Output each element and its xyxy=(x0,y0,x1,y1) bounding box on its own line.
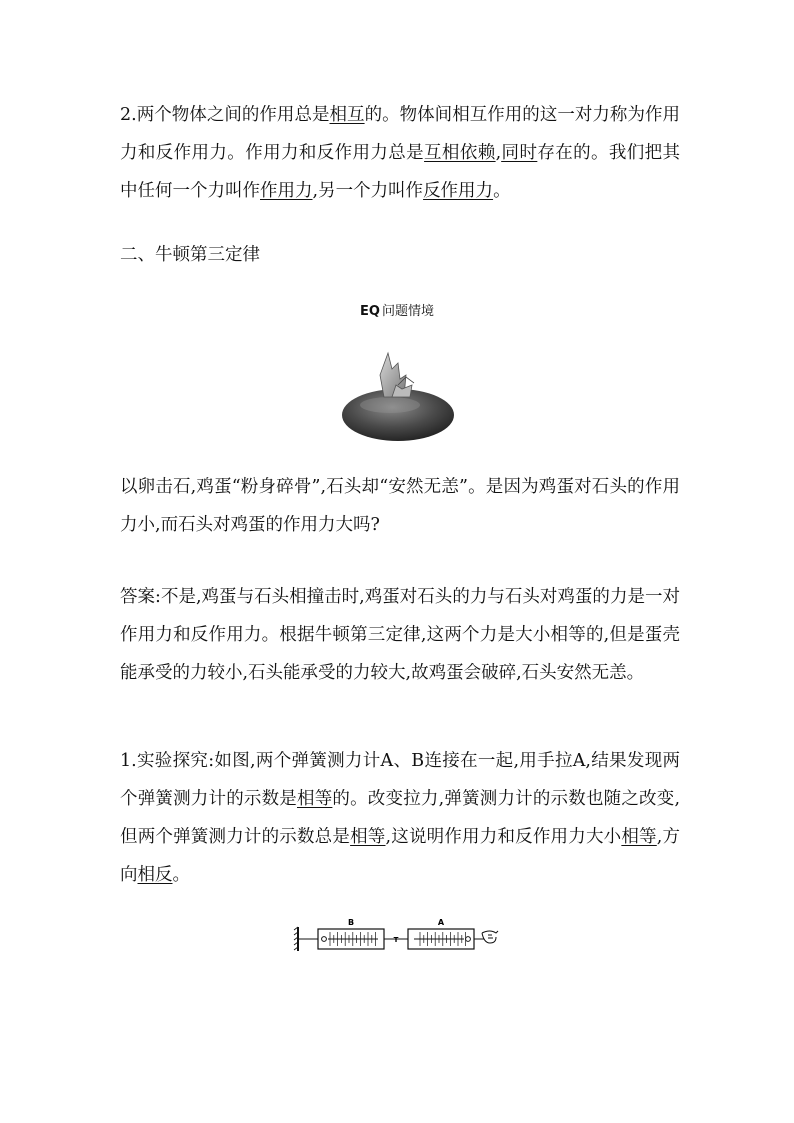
text-run: 2.两个物体之间的作用总是 xyxy=(120,105,330,125)
spring-scales-diagram xyxy=(292,913,500,957)
hook-label: T xyxy=(393,936,399,944)
text-run: ,方向 xyxy=(120,827,681,885)
answer-blank: 相互 xyxy=(329,105,365,125)
text-run: 存在的。我们把其中任何一个力叫作 xyxy=(120,143,681,201)
text-run: , xyxy=(495,143,502,163)
paragraph-interaction xyxy=(120,96,680,210)
text-run: ,这说明作用力和反作用力大小 xyxy=(385,827,622,847)
answer-blank: 相等 xyxy=(621,827,657,847)
text-run: 。 xyxy=(493,181,511,201)
answer-blank: 同时 xyxy=(501,143,538,163)
answer-blank: 相反 xyxy=(137,865,173,885)
egg-on-stone-image xyxy=(340,345,456,443)
answer-paragraph: 答案:不是,鸡蛋与石头相撞击时,鸡蛋对石头的力与石头对鸡蛋的力是一对作用力和反作用力。根据牛顿第三定律,这两个力是大小相等的,但是蛋壳能承受的力较小,石头能承受的力较大,故鸡蛋会破碎,石头安然无恙。 xyxy=(120,587,680,683)
scale-b-label: B xyxy=(347,918,355,927)
scene-label xyxy=(0,302,794,322)
scene-icon: EQ xyxy=(360,304,380,319)
text-run: 。 xyxy=(172,865,190,885)
answer-blank: 互相依赖 xyxy=(424,143,496,163)
text-run: 的。改变拉力,弹簧测力计的示数也随之改变,但两个弹簧测力计的示数总是 xyxy=(120,789,681,847)
text-run: ,另一个力叫作 xyxy=(312,181,424,201)
answer-blank: 作用力 xyxy=(260,181,313,201)
text-run: 的。物体间相互作用的这一对力称为作用力和反作用力。作用力和反作用力总是 xyxy=(120,105,681,163)
answer-blank: 相等 xyxy=(297,789,333,809)
answer-blank: 反作用力 xyxy=(423,181,494,201)
question-paragraph: 以卵击石,鸡蛋“粉身碎骨”,石头却“安然无恙”。是因为鸡蛋对石头的作用力小,而石头对鸡蛋的作用力大吗? xyxy=(120,477,680,535)
text-run: 1.实验探究:如图,两个弹簧测力计A、B连接在一起,用手拉A,结果发现两个弹簧测力计的示数是 xyxy=(120,751,680,809)
scene-label-text: 问题情境 xyxy=(381,304,434,319)
answer-blank: 相等 xyxy=(350,827,386,847)
hand-icon xyxy=(482,931,498,943)
paragraph-experiment xyxy=(120,742,680,894)
scale-a-label: A xyxy=(437,918,445,927)
section-heading: 二、牛顿第三定律 xyxy=(120,245,260,265)
